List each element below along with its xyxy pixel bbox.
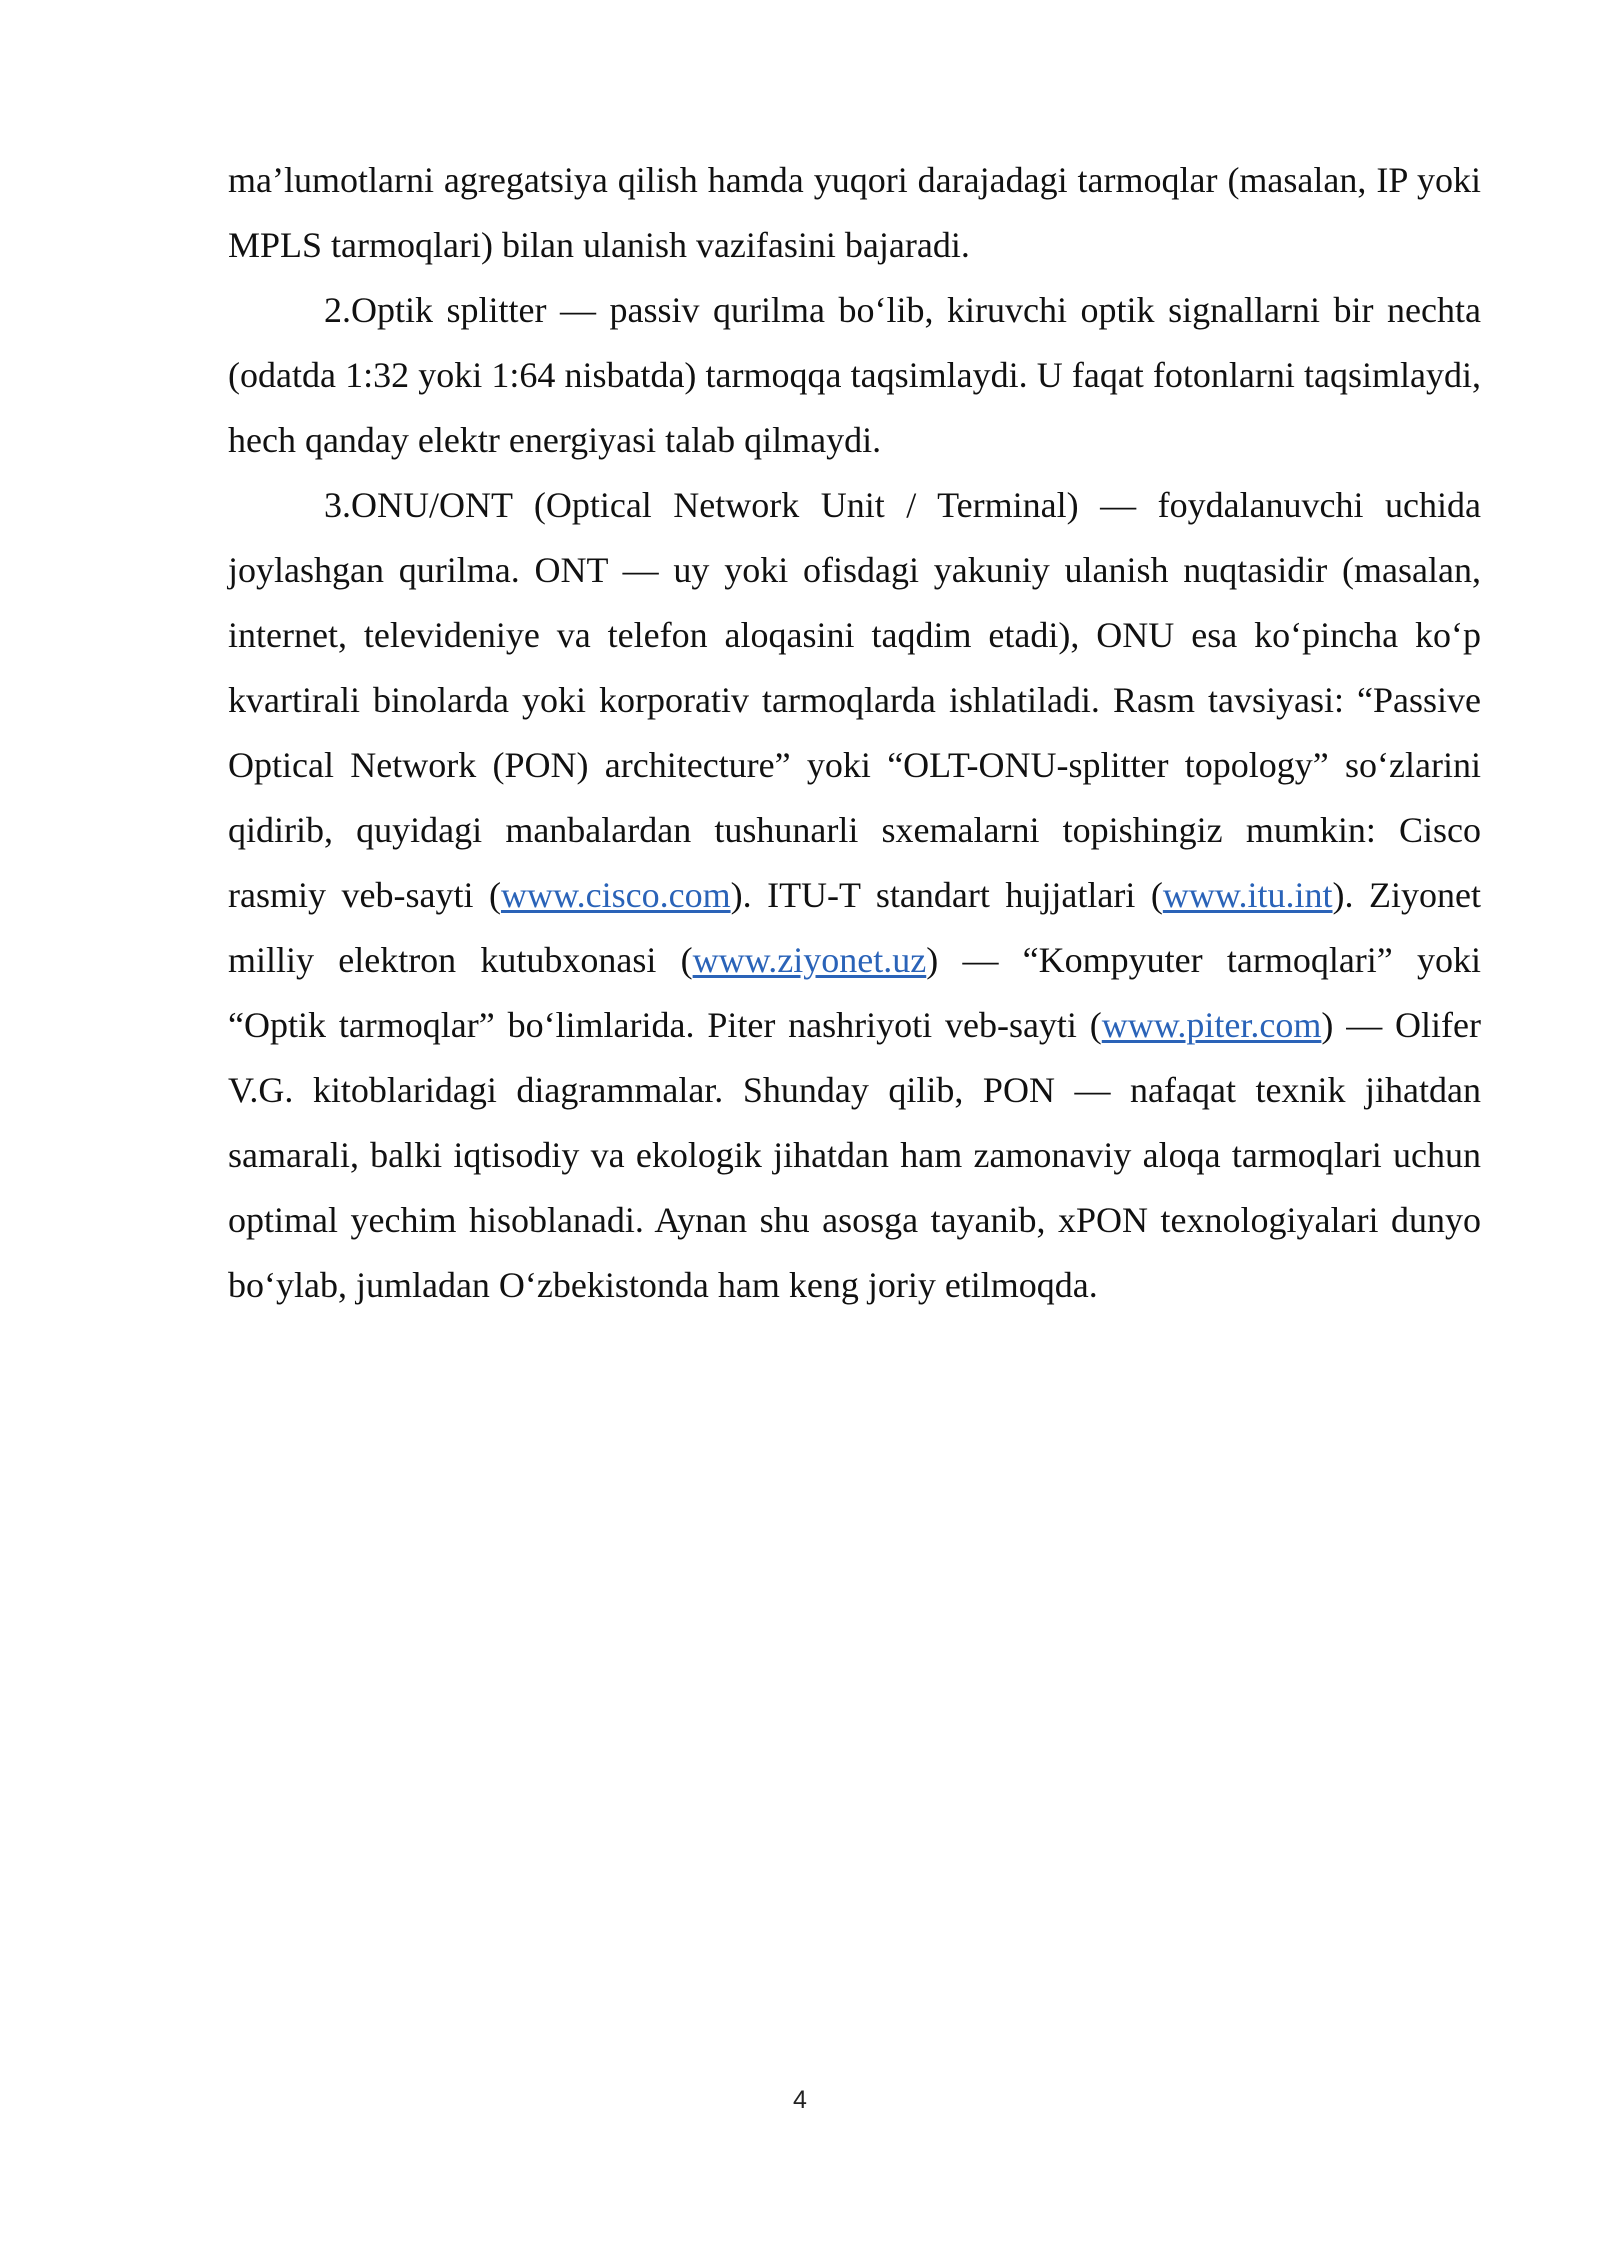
document-page-body bbox=[228, 148, 1481, 1318]
cisco-link[interactable]: www.cisco.com bbox=[500, 875, 731, 915]
itu-link[interactable]: www.itu.int bbox=[1162, 875, 1333, 915]
piter-link[interactable]: www.piter.com bbox=[1101, 1005, 1322, 1045]
paragraph-olt-continuation: ma’lumotlarni agregatsiya qilish hamda yuqori darajadagi tarmoqlar (masalan, IP yoki MPLS tarmoqlari) bilan ulanish vazifasini bajaradi. bbox=[228, 160, 1481, 265]
ziyonet-link[interactable]: www.ziyonet.uz bbox=[692, 940, 927, 980]
paragraph-text-segment: 3.ONU/ONT (Optical Network Unit / Terminal) — foydalanuvchi uchida joylashgan qurilma. ONT — uy yoki ofisdagi yakuniy ulanish nuqtasidir (masalan, internet, televideniye va telefon aloqasini taqdim etadi), ONU esa ko‘pincha ko‘p kvartirali binolarda yoki korporativ tarmoqlarda ishlatiladi. Rasm tavsiyasi: “Passive Optical Network (PON) architecture” yoki “OLT-ONU-splitter topology” so‘zlarini qidirib, quyidagi manbalardan tushunarli sxemalarni topishingiz mumkin: Cisco rasmiy veb-sayti ( bbox=[228, 485, 1481, 915]
page-number: 4 bbox=[793, 2086, 807, 2114]
paragraph-text-segment: ). Ziyonet milliy elektron kutubxonasi ( bbox=[228, 875, 1481, 980]
paragraph-text-segment: ) — “Kompyuter tarmoqlari” yoki “Optik tarmoqlar” bo‘limlarida. Piter nashriyoti veb-sayti ( bbox=[228, 940, 1481, 1045]
paragraph-optical-splitter: 2.Optik splitter — passiv qurilma bo‘lib, kiruvchi optik signallarni bir nechta (odatda 1:32 yoki 1:64 nisbatda) tarmoqqa taqsimlaydi. U faqat fotonlarni taqsimlaydi, hech qanday elektr energiyasi talab qilmaydi. bbox=[228, 290, 1481, 460]
paragraph-onu-ont bbox=[228, 473, 1481, 1318]
paragraph-text-segment: ). ITU-T standart hujjatlari ( bbox=[730, 875, 1163, 915]
paragraph-text-segment: ) — Olifer V.G. kitoblaridagi diagrammalar. Shunday qilib, PON — nafaqat texnik jihatdan samarali, balki iqtisodiy va ekologik jihatdan ham zamonaviy aloqa tarmoqlari uchun optimal yechim hisoblanadi. Aynan shu asosga tayanib, xPON texnologiyalari dunyo bo‘ylab, jumladan O‘zbekistonda ham keng joriy etilmoqda. bbox=[228, 1005, 1481, 1305]
